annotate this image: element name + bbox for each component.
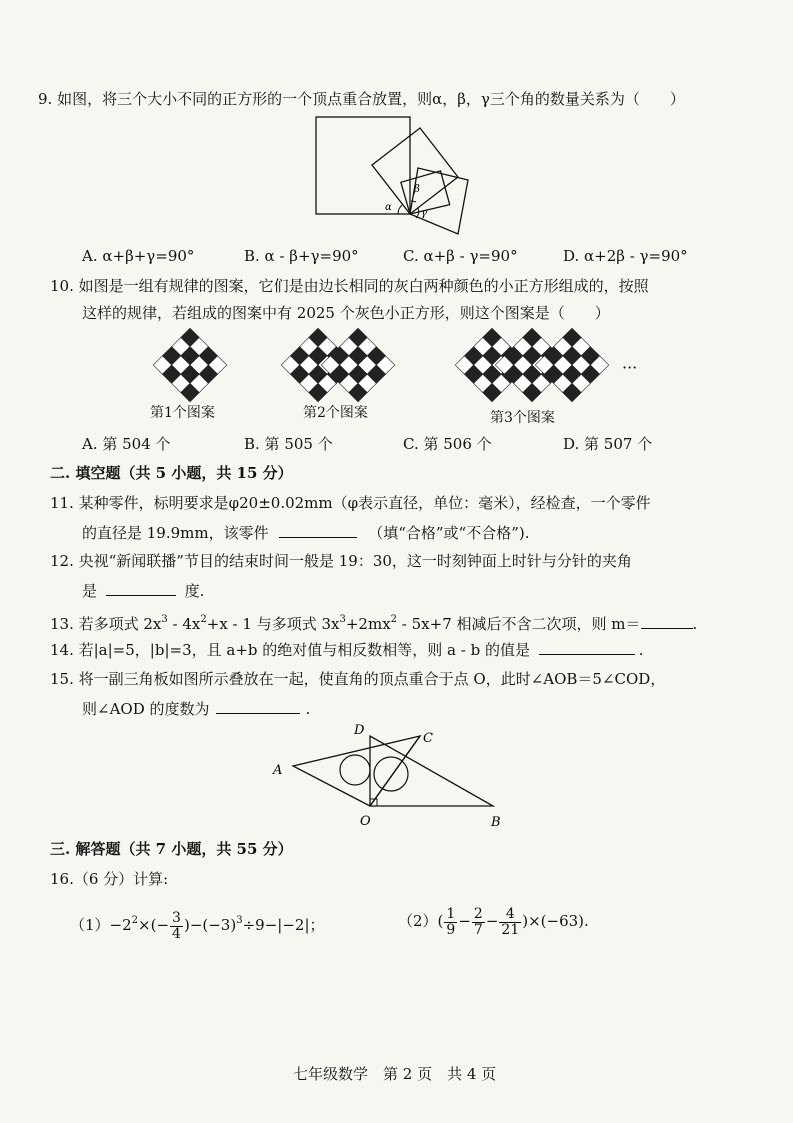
q9-text: 9. 如图，将三个大小不同的正方形的一个顶点重合放置，则α，β，γ三个角的数量关系为（ ）: [38, 90, 685, 108]
point-d-label: D: [354, 723, 365, 738]
q12-line2: [82, 579, 204, 602]
q9-option-c[interactable]: C. α+β - γ=90°: [403, 247, 518, 265]
q15-line2: [82, 697, 310, 720]
q16-part2-fraction-3: $\frac{4}{21}$: [501, 905, 520, 938]
q15-triangles-figure: [265, 718, 515, 836]
q12-line1: 12. 央视“新闻联播”节目的结束时间一般是 19：30，这一时刻钟面上时针与分针的夹角: [50, 552, 632, 570]
point-b-label: B: [491, 815, 501, 830]
q16-part2-minus: −: [458, 912, 471, 930]
q10-pattern-3: [452, 325, 612, 405]
q16-part2: [398, 903, 589, 939]
q16-part1-exp: 2: [131, 915, 139, 926]
alpha-label: α: [385, 202, 392, 213]
q16-title: 16.（6 分）计算:: [50, 870, 169, 888]
q16-part1-expr: −2: [109, 916, 132, 934]
section-3-heading: 三. 解答题（共 7 小题，共 55 分）: [50, 840, 293, 858]
q13-part-b: - 4x: [167, 615, 201, 633]
q10-line1: 10. 如图是一组有规律的图案，它们是由边长相同的灰白两种颜色的小正方形组成的，按照: [50, 277, 649, 295]
q9-option-a[interactable]: A. α+β+γ=90°: [82, 247, 195, 265]
q13-answer-blank[interactable]: [641, 612, 693, 629]
pattern-diamond: [535, 328, 609, 402]
q16-part1: [70, 903, 325, 943]
q13-line: [50, 609, 697, 635]
q16-part1-label: （1）: [70, 916, 110, 934]
q13-part-e: - 5x+7 相减后不含二次项，则 m＝: [397, 615, 641, 633]
q16-part1-expr: )−(−3): [183, 916, 237, 934]
point-o-label: O: [360, 814, 371, 829]
beta-label: β: [414, 184, 420, 195]
q10-pattern-2: [278, 325, 398, 405]
q16-part1-expr: ÷9−|−2|；: [242, 916, 325, 934]
q10-option-a[interactable]: A. 第 504 个: [82, 435, 171, 453]
q13-exp: 2: [390, 614, 398, 625]
q13-exp: 2: [200, 614, 207, 625]
q10-caption-2: 第2个图案: [303, 405, 368, 421]
q10-line2: 这样的规律，若组成的图案中有 2025 个灰色小正方形，则这个图案是（ ）: [82, 304, 610, 322]
q10-ellipsis: ···: [622, 358, 638, 377]
q15-line1: 15. 将一副三角板如图所示叠放在一起，使直角的顶点重合于点 O，此时∠AOB＝5∠COD，: [50, 670, 666, 688]
q12-text-b: 度.: [184, 582, 205, 600]
q11-line1: 11. 某种零件，标明要求是φ20±0.02mm（φ表示直径，单位：毫米），经检查，一个零件: [50, 494, 651, 512]
q16-part2-fraction-1: $\frac{1}{9}$: [446, 905, 456, 938]
q10-option-d[interactable]: D. 第 507 个: [563, 435, 653, 453]
q9-squares-figure: [300, 110, 490, 240]
q13-exp: 3: [161, 614, 168, 625]
point-c-label: C: [423, 731, 433, 746]
q16-part2-label: （2）(: [398, 912, 444, 930]
q10-option-b[interactable]: B. 第 505 个: [244, 435, 333, 453]
point-a-label: A: [273, 763, 283, 778]
q13-part-d: +2mx: [345, 615, 391, 633]
page-footer: 七年级数学 第 2 页 共 4 页: [293, 1065, 497, 1083]
q15-period: .: [305, 700, 311, 718]
q13-period: .: [692, 615, 698, 633]
q15-text-a: 则∠AOD 的度数为: [82, 700, 210, 718]
q16-part1-exp: 3: [236, 915, 243, 926]
q16-part2-end: )×(−63).: [522, 912, 589, 930]
q11-line2: [82, 521, 529, 544]
q16-part1-fraction: $\frac{3}{4}$: [172, 909, 181, 942]
q16-part1-expr: ×(−: [138, 916, 170, 934]
q16-part2-minus: −: [485, 912, 499, 930]
q16-part2-fraction-2: $\frac{2}{7}$: [473, 905, 483, 938]
q15-answer-blank[interactable]: [216, 697, 300, 714]
q14-answer-blank[interactable]: [539, 638, 635, 655]
q10-caption-3: 第3个图案: [490, 410, 555, 426]
pattern-diamond: [321, 328, 395, 402]
q10-option-c[interactable]: C. 第 506 个: [403, 435, 492, 453]
q14-period: .: [638, 641, 644, 659]
q13-exp: 3: [339, 614, 346, 625]
q9-option-b[interactable]: B. α - β+γ=90°: [244, 247, 359, 265]
section-2-heading: 二. 填空题（共 5 小题，共 15 分）: [50, 464, 293, 482]
q10-pattern-1: [150, 325, 230, 405]
q12-text-a: 是: [82, 582, 98, 600]
gamma-label: γ: [421, 208, 427, 219]
q14-line: [50, 638, 644, 661]
q13-part-c: +x - 1 与多项式 3x: [206, 615, 340, 633]
pattern-diamond: [153, 328, 227, 402]
q11-answer-blank[interactable]: [279, 521, 357, 538]
q11-text-a: 的直径是 19.9mm，该零件: [82, 524, 269, 542]
q9-option-d[interactable]: D. α+2β - γ=90°: [563, 247, 688, 265]
q12-answer-blank[interactable]: [106, 579, 176, 596]
q13-part-a: 13. 若多项式 2x: [50, 615, 162, 633]
q14-text: 14. 若|a|=5，|b|=3，且 a+b 的绝对值与相反数相等，则 a - b 的值是: [50, 641, 530, 659]
q10-caption-1: 第1个图案: [150, 405, 215, 421]
q11-text-b: （填“合格”或“不合格”).: [368, 524, 530, 542]
